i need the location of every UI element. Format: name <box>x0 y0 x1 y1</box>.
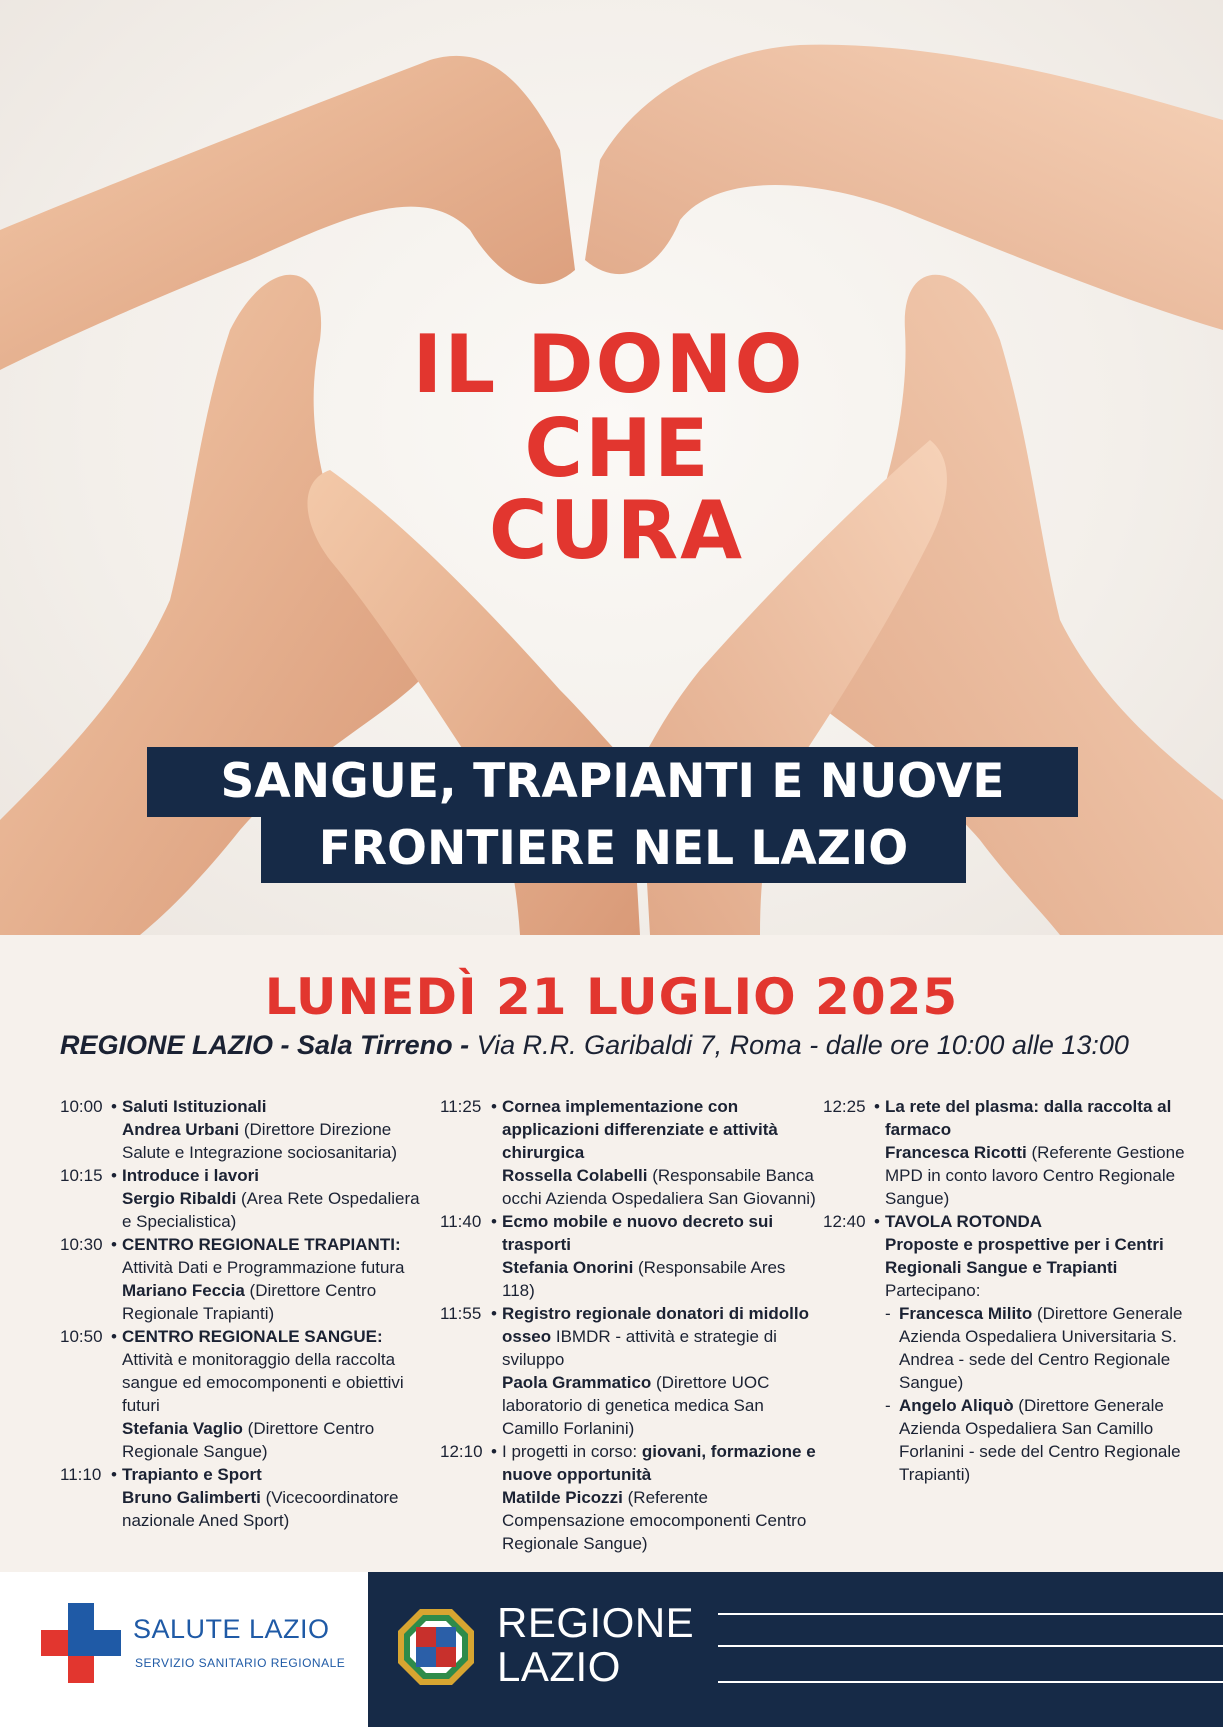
item-title: Introduce i lavori <box>122 1166 259 1185</box>
bullet-icon: • <box>111 1327 117 1346</box>
salute-lazio-subtitle: SERVIZIO SANITARIO REGIONALE <box>135 1656 346 1670</box>
item-subtitle: Proposte e prospettive per i Centri Regionali Sangue e Trapianti <box>885 1235 1164 1277</box>
programme-item <box>440 1440 820 1555</box>
item-speaker: Stefania Onorini <box>502 1258 634 1277</box>
bullet-icon: • <box>491 1212 497 1231</box>
participant-name: Francesca Milito <box>899 1304 1033 1323</box>
item-title-plain: I progetti in corso: <box>502 1442 642 1461</box>
programme-item <box>60 1164 430 1233</box>
participant-role: (Direttore Generale Azienda Ospedaliera Universitaria S. Andrea - sede del Centro Regionale Sangue) <box>899 1304 1183 1392</box>
hero-title-line-2: CHE <box>524 402 711 495</box>
programme-item <box>440 1302 820 1440</box>
programme-item <box>823 1095 1193 1210</box>
item-description: Partecipano: <box>885 1281 981 1300</box>
programme-column-3 <box>823 1095 1193 1486</box>
programme-item <box>823 1210 1193 1486</box>
hero-title-line-1: IL DONO <box>412 318 805 411</box>
event-place-venue: REGIONE LAZIO - Sala Tirreno - <box>60 1030 470 1060</box>
decorative-stripe <box>718 1645 1223 1647</box>
item-title: Ecmo mobile e nuovo decreto sui trasporti <box>502 1212 774 1254</box>
bullet-icon: • <box>111 1465 117 1484</box>
item-role: (Responsabile Banca occhi Azienda Ospedaliera San Giovanni) <box>502 1166 816 1208</box>
item-title: TAVOLA ROTONDA <box>885 1212 1043 1231</box>
salute-lazio-title: SALUTE LAZIO <box>133 1614 330 1644</box>
item-role: (Responsabile Ares 118) <box>502 1258 786 1300</box>
red-blue-cross-icon <box>41 1603 121 1683</box>
decorative-stripe <box>718 1681 1223 1683</box>
item-speaker: Stefania Vaglio <box>122 1419 243 1438</box>
item-time: 11:25 <box>440 1097 482 1116</box>
item-role: (Area Rete Ospedaliera e Specialistica) <box>122 1189 420 1231</box>
event-date: LUNEDÌ 21 LUGLIO 2025 <box>264 968 959 1026</box>
item-time: 12:25 <box>823 1097 866 1116</box>
panel-participant <box>885 1302 1193 1394</box>
hero-title-line-3: CURA <box>488 484 745 577</box>
bullet-icon: • <box>874 1212 880 1231</box>
item-speaker: Matilde Picozzi <box>502 1488 623 1507</box>
bullet-icon: • <box>874 1097 880 1116</box>
programme-column-2 <box>440 1095 820 1555</box>
bullet-icon: • <box>111 1235 117 1254</box>
bullet-icon: • <box>491 1097 497 1116</box>
item-time: 11:55 <box>440 1304 482 1323</box>
item-time: 10:50 <box>60 1327 103 1346</box>
item-role: (Vicecoordinatore nazionale Aned Sport) <box>122 1488 399 1530</box>
item-speaker: Sergio Ribaldi <box>122 1189 237 1208</box>
participant-role: (Direttore Generale Azienda Ospedaliera San Camillo Forlanini - sede del Centro Regionale Trapianti) <box>899 1396 1181 1484</box>
programme-item <box>60 1325 430 1463</box>
panel-participant <box>885 1394 1193 1486</box>
item-speaker: Andrea Urbani <box>122 1120 240 1139</box>
programme-item <box>60 1463 430 1532</box>
item-time: 11:40 <box>440 1212 482 1231</box>
item-time: 11:10 <box>60 1465 102 1484</box>
participant-name: Angelo Aliquò <box>899 1396 1014 1415</box>
programme-item <box>60 1233 430 1325</box>
bullet-icon: • <box>491 1442 497 1461</box>
item-role: (Direttore Centro Regionale Trapianti) <box>122 1281 377 1323</box>
programme-column-1 <box>60 1095 430 1532</box>
regione-lazio-wordmark <box>497 1601 694 1689</box>
item-title: Registro regionale donatori di midollo osseo <box>502 1304 809 1346</box>
item-description: Attività e monitoraggio della raccolta sangue ed emocomponenti e obiettivi futuri <box>122 1350 404 1415</box>
item-speaker: Paola Grammatico <box>502 1373 652 1392</box>
item-role: (Direttore Direzione Salute e Integrazione sociosanitaria) <box>122 1120 397 1162</box>
subtitle-band-line-2: FRONTIERE NEL LAZIO <box>261 816 966 883</box>
programme-item <box>440 1210 820 1302</box>
item-speaker: Mariano Feccia <box>122 1281 245 1300</box>
item-speaker: Bruno Galimberti <box>122 1488 261 1507</box>
decorative-stripe <box>718 1613 1223 1615</box>
item-title: Saluti Istituzionali <box>122 1097 267 1116</box>
item-title-rest: IBMDR - attività e strategie di sviluppo <box>502 1327 777 1369</box>
item-speaker: Francesca Ricotti <box>885 1143 1027 1162</box>
item-title: La rete del plasma: dalla raccolta al farmaco <box>885 1097 1172 1139</box>
bullet-icon: • <box>111 1097 117 1116</box>
bullet-icon: • <box>111 1166 117 1185</box>
item-role: (Direttore Centro Regionale Sangue) <box>122 1419 375 1461</box>
bullet-icon: • <box>491 1304 497 1323</box>
item-title: Cornea implementazione con applicazioni differenziate e attività chirurgica <box>502 1097 778 1162</box>
item-time: 10:30 <box>60 1235 103 1254</box>
dash-icon: - <box>885 1396 891 1415</box>
programme-item <box>440 1095 820 1210</box>
item-time: 10:00 <box>60 1097 103 1116</box>
item-description: Attività Dati e Programmazione futura <box>122 1258 405 1277</box>
dash-icon: - <box>885 1304 891 1323</box>
regione-line-2: LAZIO <box>497 1643 621 1690</box>
event-place-address: Via R.R. Garibaldi 7, Roma - dalle ore 10:00 alle 13:00 <box>469 1030 1129 1060</box>
regione-line-1: REGIONE <box>497 1599 695 1646</box>
item-title: Trapianto e Sport <box>122 1465 262 1484</box>
item-role: (Direttore UOC laboratorio di genetica medica San Camillo Forlanini) <box>502 1373 770 1438</box>
item-speaker: Rossella Colabelli <box>502 1166 648 1185</box>
item-title: CENTRO REGIONALE SANGUE: <box>122 1327 383 1346</box>
item-time: 10:15 <box>60 1166 103 1185</box>
programme-item <box>60 1095 430 1164</box>
regione-lazio-seal-icon <box>396 1607 476 1687</box>
item-title: CENTRO REGIONALE TRAPIANTI: <box>122 1235 401 1254</box>
item-role: (Referente Compensazione emocomponenti Centro Regionale Sangue) <box>502 1488 807 1553</box>
item-title: giovani, formazione e nuove opportunità <box>502 1442 816 1484</box>
event-place <box>60 1030 1170 1061</box>
item-role: (Referente Gestione MPD in conto lavoro Centro Regionale Sangue) <box>885 1143 1185 1208</box>
subtitle-band-line-1: SANGUE, TRAPIANTI E NUOVE <box>147 747 1078 817</box>
item-time: 12:10 <box>440 1442 483 1461</box>
item-time: 12:40 <box>823 1212 866 1231</box>
